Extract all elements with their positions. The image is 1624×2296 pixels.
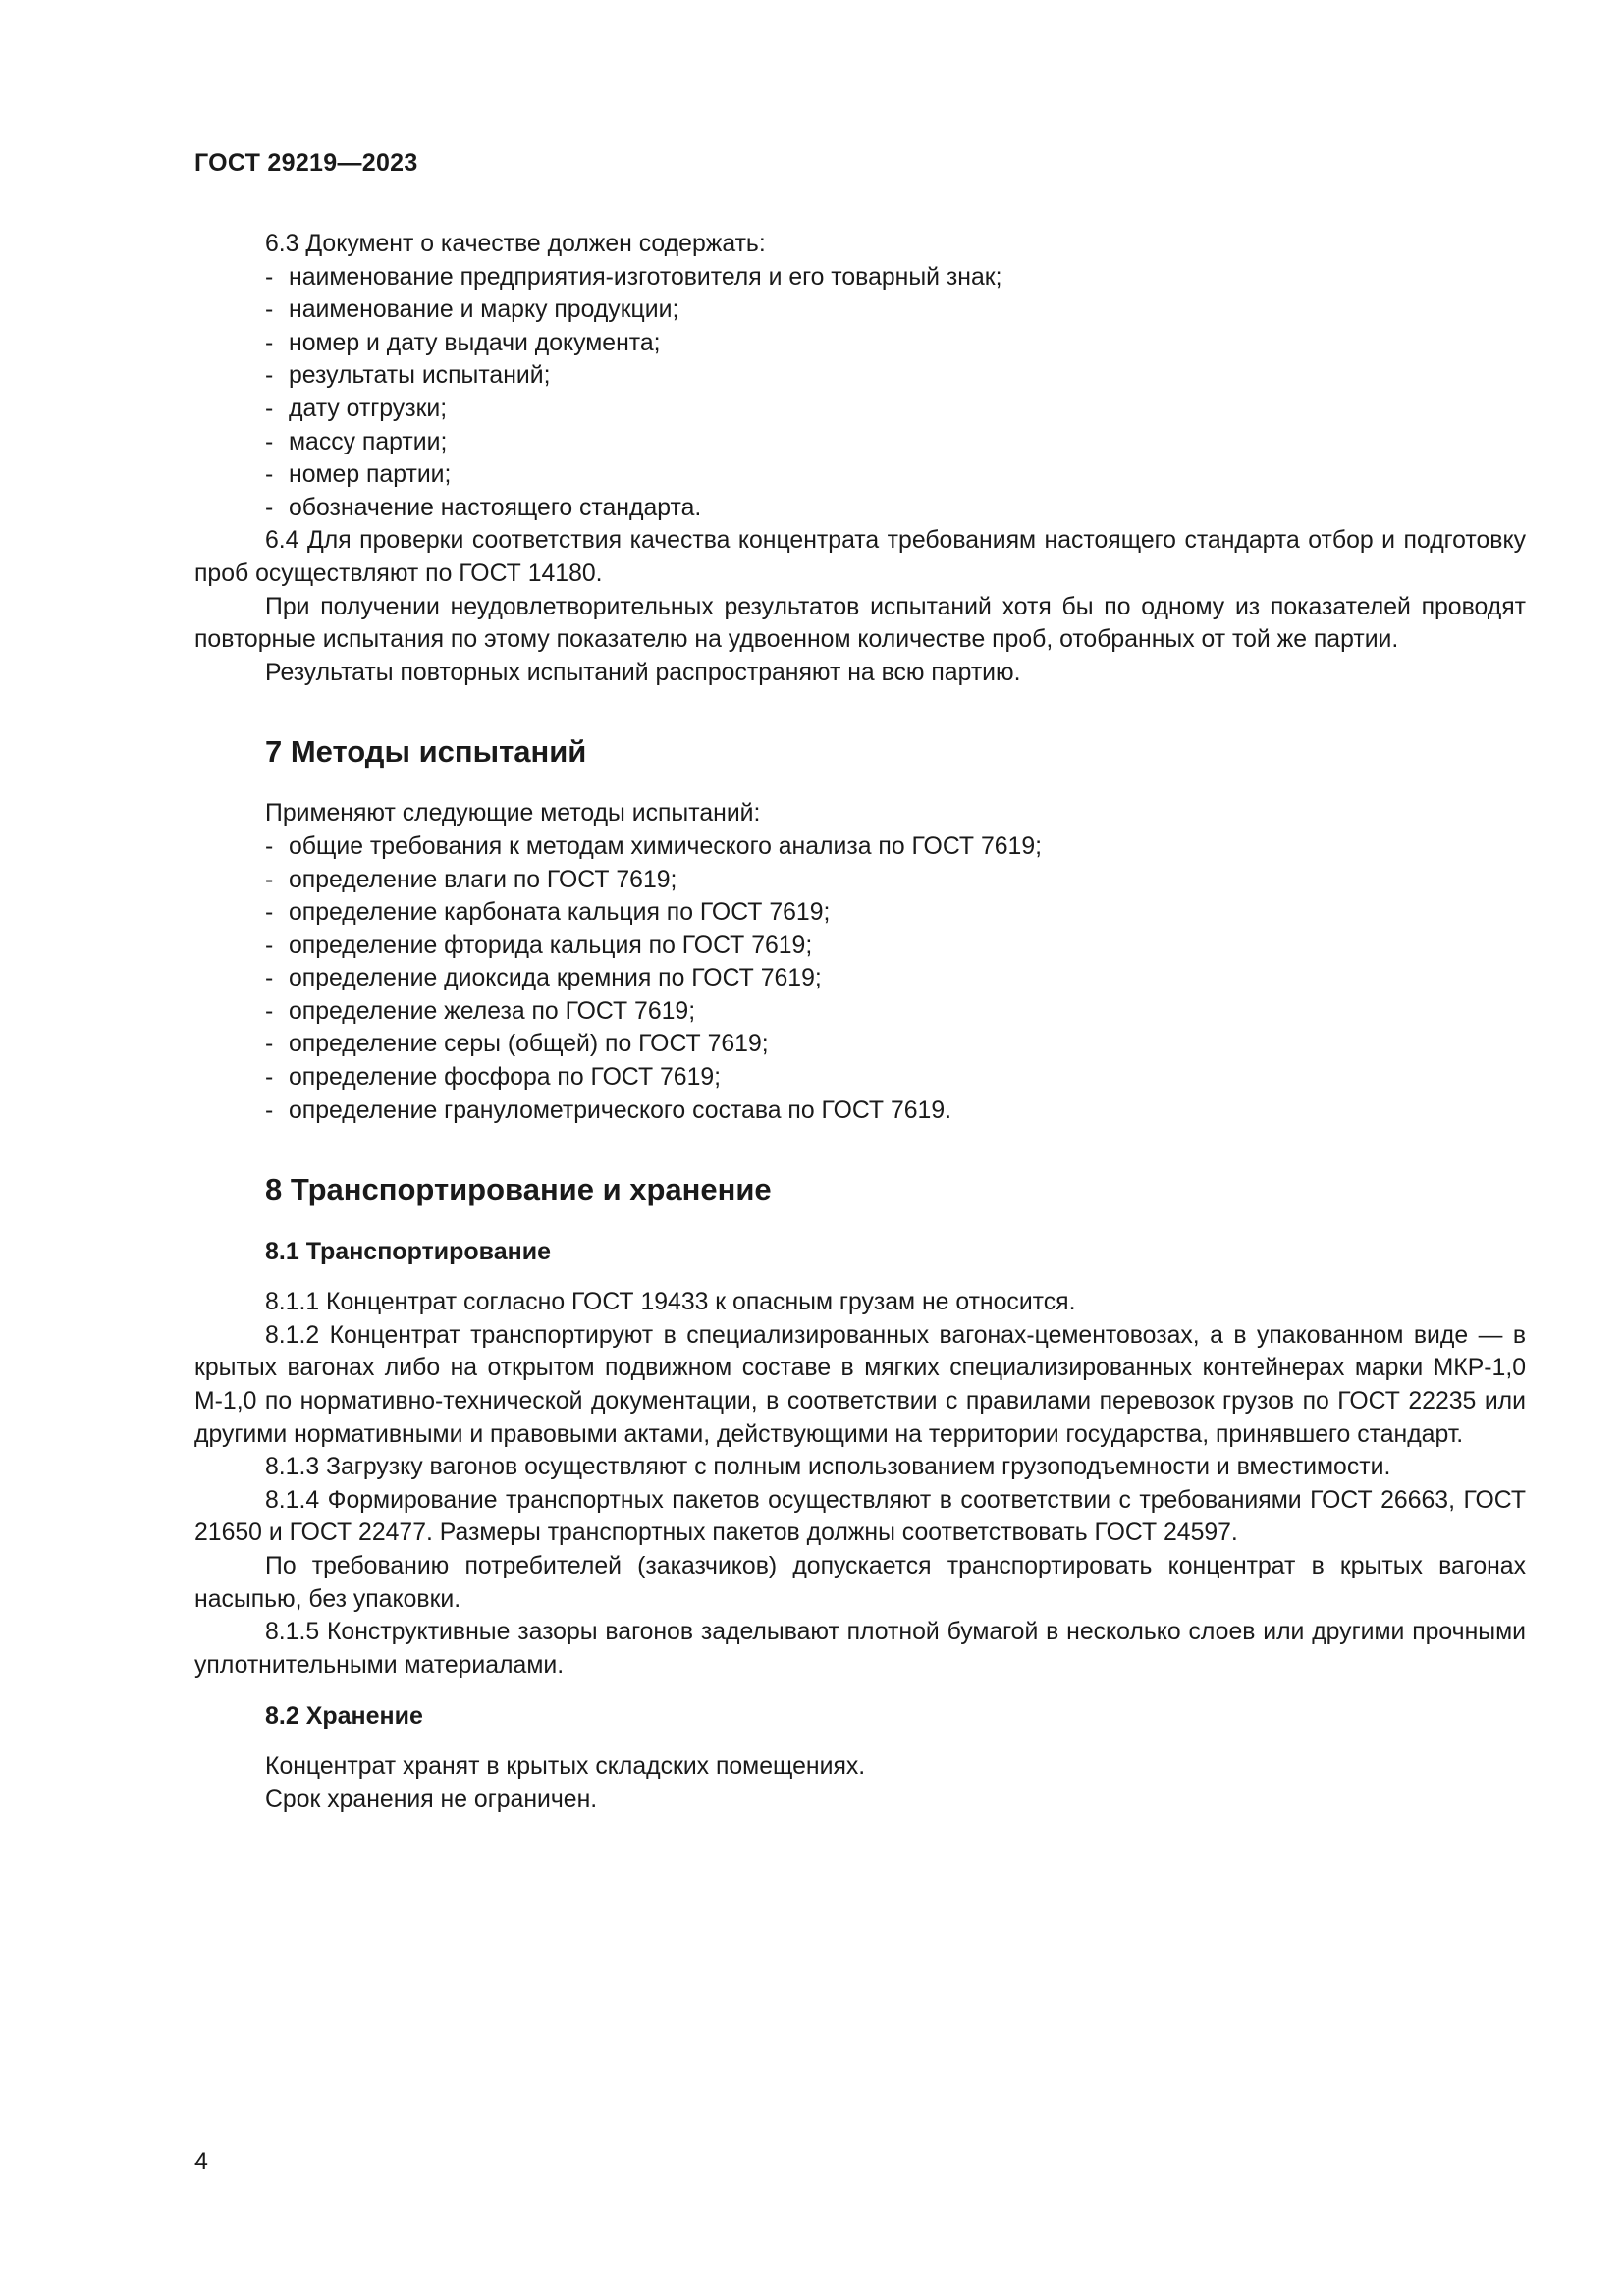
list-item: - определение гранулометрического состава по ГОСТ 7619.: [265, 1096, 952, 1124]
list-item: - номер и дату выдачи документа;: [265, 329, 661, 356]
paragraph-8-1-2: 8.1.2 Концентрат транспортируют в специализированных вагонах-цементовозах, а в упакованном виде — в крытых вагонах либо на открытом подвижном составе в мягких специализированных контейнерах марки МКР-1,0 М-1,0 по нормативно-технической документации, в соответствии с правилами перевозок грузов по ГОСТ 22235 или другими нормативными и правовыми актами, действующими на территории государства, принявшего стандарт.: [194, 1321, 1526, 1448]
list-item: - определение серы (общей) по ГОСТ 7619;: [265, 1031, 769, 1058]
list-item: - результаты испытаний;: [265, 362, 551, 390]
subsection-8-1-heading: 8.1 Транспортирование: [265, 1238, 551, 1266]
standard-header: ГОСТ 29219—2023: [194, 149, 418, 177]
list-item: - наименование предприятия-изготовителя и его товарный знак;: [265, 263, 1002, 291]
quality-document-list: [194, 261, 1526, 525]
list-item: - общие требования к методам химического анализа по ГОСТ 7619;: [265, 832, 1043, 860]
list-item: - обозначение настоящего стандарта.: [265, 494, 702, 521]
paragraph-8-1-4-note: По требованию потребителей (заказчиков) допускается транспортировать концентрат в крытых вагонах насыпью, без упаковки.: [194, 1553, 1526, 1613]
page-content: [194, 228, 1526, 1817]
paragraph-6-4-retest: При получении неудовлетворительных результатов испытаний хотя бы по одному из показателей проводят повторные испытания по этому показателю на удвоенном количестве проб, отобранных от той же партии.: [194, 593, 1526, 654]
list-item: - дату отгрузки;: [265, 395, 448, 422]
paragraph-8-2-term: Срок хранения не ограничен.: [265, 1786, 598, 1813]
paragraph-8-2-storage: Концентрат хранят в крытых складских помещениях.: [265, 1753, 866, 1781]
paragraph-6-4: 6.4 Для проверки соответствия качества концентрата требованиям настоящего стандарта отбор и подготовку проб осуществляют по ГОСТ 14180.: [194, 527, 1526, 587]
paragraph-8-1-3: 8.1.3 Загрузку вагонов осуществляют с полным использованием грузоподъемности и вместимости.: [265, 1454, 1391, 1481]
list-item: - определение диоксида кремния по ГОСТ 7619;: [265, 965, 822, 992]
paragraph-6-3-intro: 6.3 Документ о качестве должен содержать:: [265, 231, 766, 257]
list-item: - наименование и марку продукции;: [265, 296, 679, 324]
list-item: - номер партии;: [265, 461, 452, 489]
paragraph-8-1-4: 8.1.4 Формирование транспортных пакетов осуществляют в соответствии с требованиями ГОСТ 26663, ГОСТ 21650 и ГОСТ 22477. Размеры транспортных пакетов должны соответствовать ГОСТ 24597.: [194, 1486, 1526, 1547]
page-number: 4: [194, 2148, 208, 2175]
list-item: - определение влаги по ГОСТ 7619;: [265, 866, 677, 893]
paragraph-6-4-result: Результаты повторных испытаний распространяют на всю партию.: [265, 659, 1021, 686]
list-item: - массу партии;: [265, 428, 448, 455]
subsection-8-2-heading: 8.2 Хранение: [265, 1702, 423, 1731]
list-item: - определение железа по ГОСТ 7619;: [265, 997, 696, 1025]
section-7-intro: Применяют следующие методы испытаний:: [265, 800, 761, 828]
list-item: - определение фторида кальция по ГОСТ 7619;: [265, 932, 813, 959]
section-8-heading: 8 Транспортирование и хранение: [265, 1172, 772, 1207]
list-item: - определение фосфора по ГОСТ 7619;: [265, 1064, 722, 1092]
list-item: - определение карбоната кальция по ГОСТ 7619;: [265, 899, 831, 927]
test-methods-list: [194, 830, 1526, 1127]
section-7-heading: 7 Методы испытаний: [265, 734, 587, 770]
paragraph-8-1-1: 8.1.1 Концентрат согласно ГОСТ 19433 к опасным грузам не относится.: [265, 1289, 1076, 1316]
paragraph-8-1-5: 8.1.5 Конструктивные зазоры вагонов заделывают плотной бумагой в несколько слоев или другими прочными уплотнительными материалами.: [194, 1619, 1526, 1679]
